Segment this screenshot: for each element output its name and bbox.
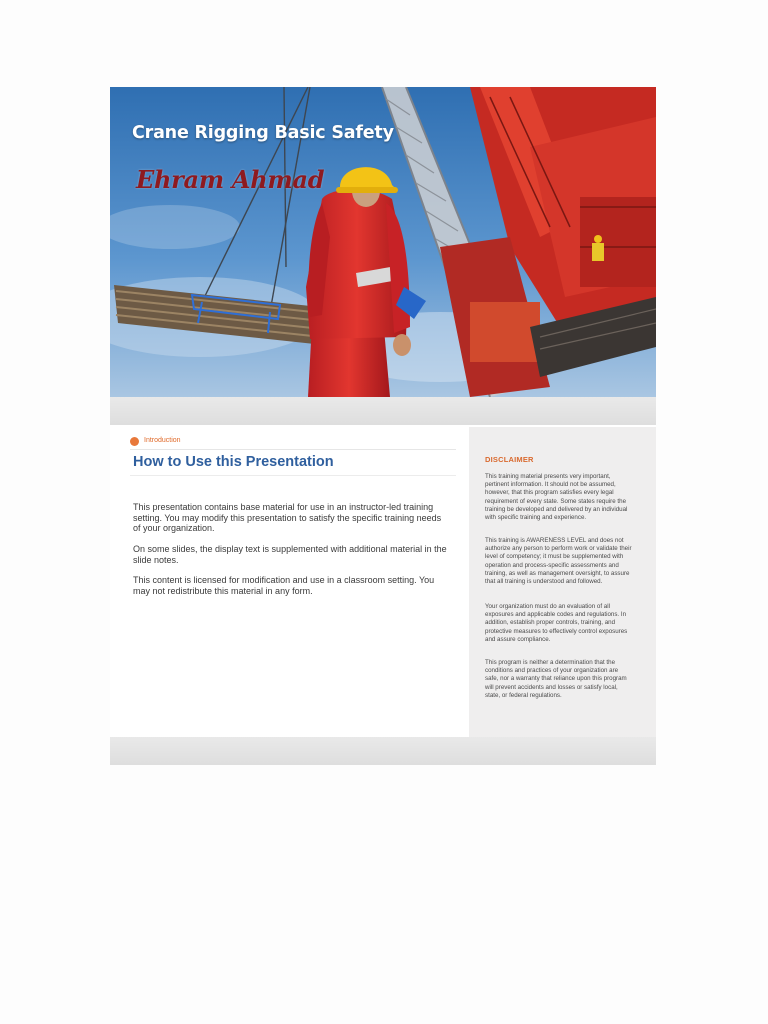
slide-title: How to Use this Presentation <box>133 454 334 470</box>
disclaimer-panel <box>469 427 656 737</box>
slide-footer-band <box>110 737 656 765</box>
intro-slide <box>110 427 656 737</box>
cover-title: Crane Rigging Basic Safety <box>132 123 394 143</box>
slide-separator-band <box>110 397 656 425</box>
intro-main-panel <box>110 427 469 737</box>
title-divider <box>130 475 456 476</box>
disclaimer-paragraph: This training material presents very important, pertinent information. It should not be assumed, however, that this program satisfies every legal requirement of every state. Some states require the training be developed and delivered by an individual with specific training and experience. <box>485 473 628 522</box>
disclaimer-paragraph: This training is AWARENESS LEVEL and does not authorize any person to perform work or validate their level of competency; it must be supplemented with operation and process-specific assessments and training, as well as management oversight, to assure that all training is understood and followed. <box>485 537 632 586</box>
section-divider <box>130 449 456 450</box>
disclaimer-paragraph: Your organization must do an evaluation of all exposures and applicable codes and regulations. In addition, establish proper controls, training, and protective measures to effectively control exposures and assure compliance. <box>485 603 628 643</box>
intro-paragraph: This content is licensed for modification and use in a classroom setting. You may not redistribute this material in any form. <box>133 575 435 596</box>
disclaimer-title: DISCLAIMER <box>485 455 534 464</box>
cover-slide <box>110 87 656 397</box>
section-dot-icon <box>130 437 139 446</box>
cover-author: Ehram Ahmad <box>136 165 325 194</box>
intro-paragraph: This presentation contains base material for use in an instructor-led training setting. You may modify this presentation to satisfy the specific training needs of your organization. <box>133 502 442 534</box>
disclaimer-paragraph: This program is neither a determination that the conditions and practices of your organization are safe, nor a warranty that reliance upon this program will prevent accidents and losses or satisfy local, state, or federal regulations. <box>485 659 627 699</box>
section-label: Introduction <box>144 437 181 444</box>
intro-paragraph: On some slides, the display text is supplemented with additional material in the slide notes. <box>133 544 447 565</box>
